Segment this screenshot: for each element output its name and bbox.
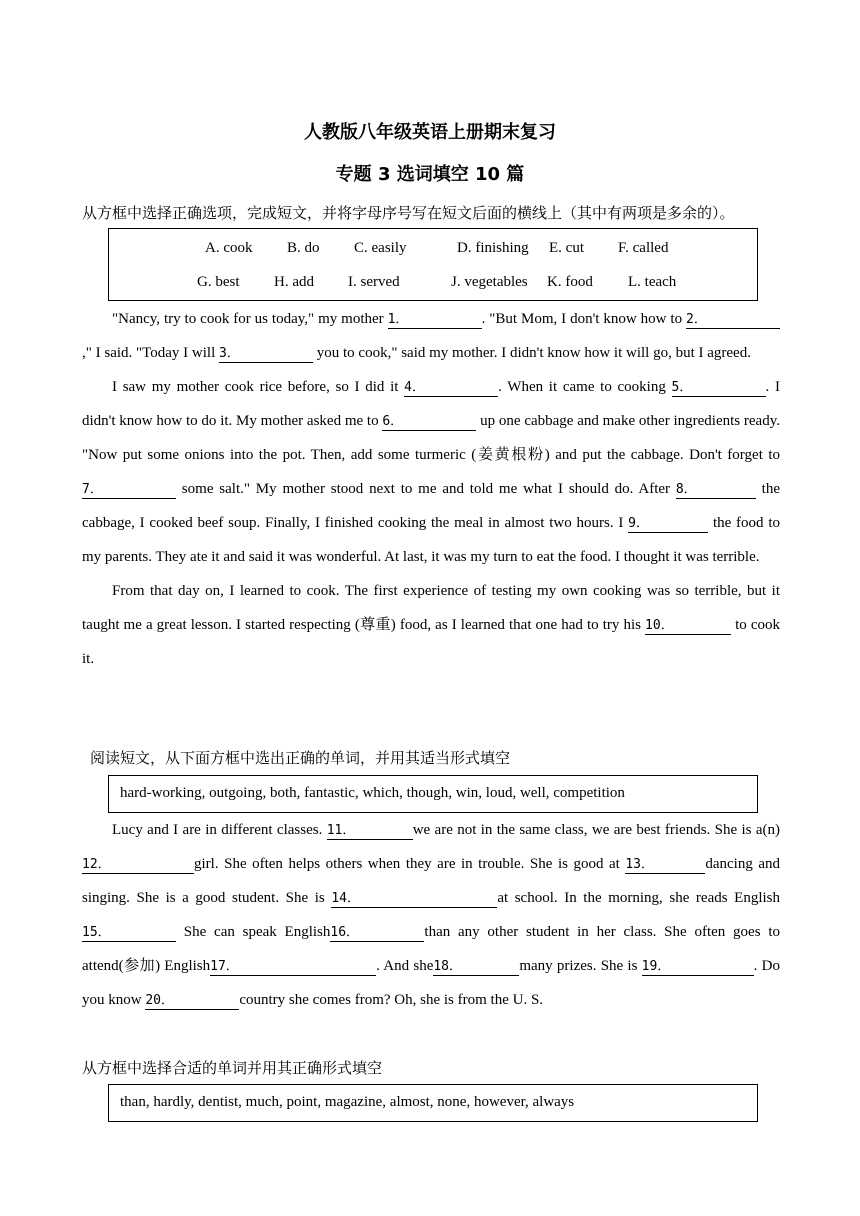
option: I. served [348,274,400,290]
option: C. easily [354,240,407,256]
section1-word-box [108,228,758,301]
section2-instruction: 阅读短文，从下面方框中选出正确的单词，并用其适当形式填空 [90,749,511,767]
section1-instruction: 从方框中选择正确选项，完成短文，并将字母序号写在短文后面的横线上（其中有两项是多余的）。 [82,204,735,222]
option: J. vegetables [451,274,528,290]
option: L. teach [628,274,677,290]
answer-blank[interactable]: 2． [686,312,780,329]
answer-blank[interactable]: 10． [645,618,731,635]
option: D. finishing [457,240,529,256]
answer-blank[interactable]: 13． [625,857,705,874]
answer-blank[interactable]: 9． [628,516,708,533]
option: K. food [547,274,593,290]
answer-blank[interactable]: 12． [82,857,194,874]
answer-blank[interactable]: 6． [382,414,476,431]
answer-blank[interactable]: 15． [82,925,176,942]
option: G. best [197,274,240,290]
section1-passage [82,302,780,676]
answer-blank[interactable]: 1． [388,312,482,329]
answer-blank[interactable]: 17． [210,959,376,976]
answer-blank[interactable]: 18． [433,959,519,976]
answer-blank[interactable]: 19． [642,959,754,976]
section2-word-box [108,775,758,813]
word-list: than, hardly, dentist, much, point, magazine, almost, none, however, always [120,1094,575,1110]
paragraph: From that day on, I learned to cook. The first experience of testing my own cooking was so terrible, but it taught me a great lesson. I started respecting (尊重) food, as I learned that one had to try his 10． to cook it. [82,583,781,667]
section2-passage [82,813,780,1017]
answer-blank[interactable]: 3． [219,346,313,363]
paragraph: I saw my mother cook rice before, so I did it 4． . When it came to cooking 5． . I didn't know how to do it. My mother asked me to 6． up one cabbage and make other ingredients ready. "Now put some onions into the pot. Then, add some turmeric (姜黄根粉) and put the cabbage. Don't forget to 7． some salt." My mother stood next to me and told me what I should do. After 8． the cabbage, I cooked beef soup. Finally, I finished cooking the meal in almost two hours. I 9． the food to my parents. They ate it and said it was wonderful. At last, it was my turn to eat the food. I thought it was terrible. [82,379,780,565]
page-title: 人教版八年级英语上册期末复习 [304,122,556,143]
option: A. cook [205,240,253,256]
option: F. called [618,240,669,256]
section3-word-box [108,1084,758,1122]
paragraph: Lucy and I are in different classes. 11． we are not in the same class, we are best friends. She is a(n) 12． girl. She often helps others when they are in trouble. She is good at 13． dancing and singing. She is a good student. She is 14． at school. In the morning, she reads English15． She can speak English16． than any other student in her class. She often goes to attend(参加) English17． . And she18． many prizes. She is 19． . Do you know 20． country she comes from? Oh, she is from the U. S. [82,822,781,1008]
option: H. add [274,274,314,290]
answer-blank[interactable]: 20． [145,993,239,1010]
option: B. do [287,240,320,256]
answer-blank[interactable]: 4． [404,380,498,397]
answer-blank[interactable]: 7． [82,482,176,499]
answer-blank[interactable]: 8． [676,482,756,499]
answer-blank[interactable]: 11． [327,823,413,840]
answer-blank[interactable]: 14． [331,891,497,908]
option: E. cut [549,240,584,256]
page-subtitle: 专题 3 选词填空 10 篇 [335,164,525,185]
answer-blank[interactable]: 16． [330,925,424,942]
paragraph: "Nancy, try to cook for us today," my mother 1． . "But Mom, I don't know how to 2．," I said. "Today I will 3． you to cook," said my mother. I didn't know how it will go, but I agreed. [82,302,780,370]
word-list: hard-working, outgoing, both, fantastic, which, though, win, loud, well, competition [120,785,625,801]
section3-instruction: 从方框中选择合适的单词并用其正确形式填空 [82,1059,383,1077]
answer-blank[interactable]: 5． [672,380,766,397]
